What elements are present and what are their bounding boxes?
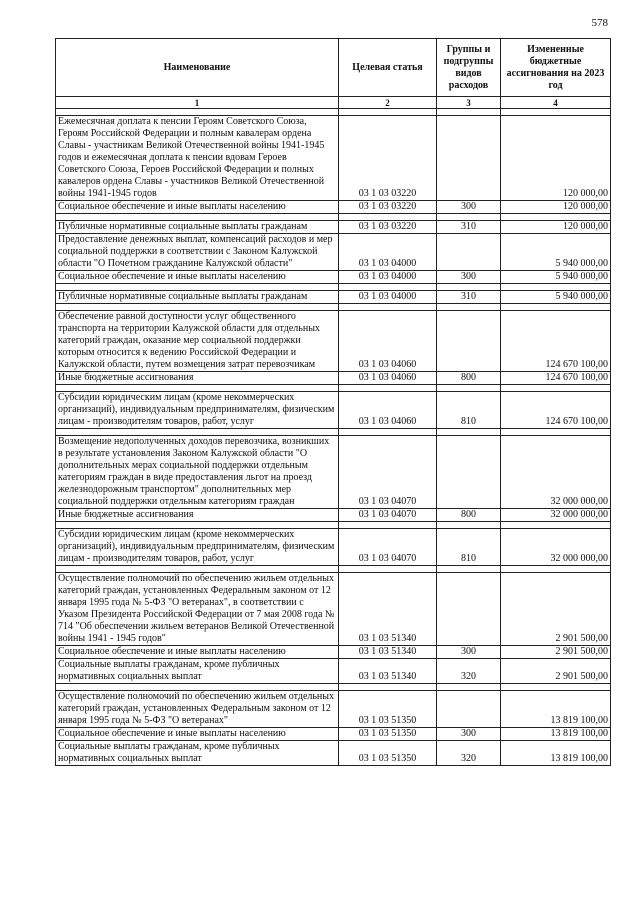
spacer-cell <box>339 429 437 436</box>
row-group-code: 300 <box>437 728 501 741</box>
row-name: Ежемесячная доплата к пенсии Героям Советского Союза, Героям Российской Федерации и полным кавалерам ордена Славы - участникам Великой Отечественной войны 1941-1945 годов и ежемесячная доплата к пенсии вдовам Героев Советского Союза, Героев Российской Федерации и полных кавалеров ордена Славы - участников Великой Отечественной войны 1941-1945 годов <box>56 116 339 201</box>
spacer-cell <box>437 684 501 691</box>
row-amount: 2 901 500,00 <box>501 646 611 659</box>
spacer-row <box>56 385 611 392</box>
row-amount: 120 000,00 <box>501 201 611 214</box>
row-amount: 13 819 100,00 <box>501 728 611 741</box>
spacer-cell <box>339 684 437 691</box>
row-name: Субсидии юридическим лицам (кроме некоммерческих организаций), индивидуальным предпринимателям, физическим лицам - производителям товаров, работ, услуг <box>56 529 339 566</box>
table-row <box>56 291 611 304</box>
spacer-cell <box>437 522 501 529</box>
spacer-cell <box>56 109 339 116</box>
budget-table <box>55 38 611 766</box>
row-target-code: 03 1 03 04070 <box>339 529 437 566</box>
column-number: 3 <box>437 97 501 109</box>
row-amount: 2 901 500,00 <box>501 659 611 684</box>
spacer-cell <box>56 684 339 691</box>
column-number: 4 <box>501 97 611 109</box>
spacer-row <box>56 566 611 573</box>
row-target-code: 03 1 03 03220 <box>339 201 437 214</box>
spacer-cell <box>501 385 611 392</box>
spacer-cell <box>56 429 339 436</box>
spacer-row <box>56 522 611 529</box>
table-body <box>56 109 611 766</box>
row-amount: 124 670 100,00 <box>501 372 611 385</box>
header-row <box>56 39 611 97</box>
spacer-cell <box>437 304 501 311</box>
row-name: Осуществление полномочий по обеспечению жильем отдельных категорий граждан, установленных Федеральным законом от 12 января 1995 года № 5-ФЗ "О ветеранах" <box>56 691 339 728</box>
spacer-cell <box>437 214 501 221</box>
column-number: 1 <box>56 97 339 109</box>
header-name: Наименование <box>56 39 339 97</box>
spacer-cell <box>339 109 437 116</box>
row-target-code: 03 1 03 51340 <box>339 646 437 659</box>
row-amount: 124 670 100,00 <box>501 311 611 372</box>
table-row <box>56 646 611 659</box>
table-row <box>56 392 611 429</box>
row-amount: 13 819 100,00 <box>501 741 611 766</box>
row-name: Возмещение недополученных доходов перевозчика, возникших в результате установления Законом Калужской области "О дополнительных мерах социальной поддержки отдельным категориям граждан в виде предоставления льгот на проезд железнодорожным транспортом" дополнительных мер социальной поддержки отдельным категориям граждан <box>56 436 339 509</box>
row-group-code: 320 <box>437 659 501 684</box>
row-target-code: 03 1 03 51340 <box>339 573 437 646</box>
spacer-cell <box>339 566 437 573</box>
column-number-row <box>56 97 611 109</box>
spacer-cell <box>501 284 611 291</box>
spacer-cell <box>501 109 611 116</box>
row-amount: 13 819 100,00 <box>501 691 611 728</box>
table-row <box>56 728 611 741</box>
spacer-cell <box>437 385 501 392</box>
spacer-cell <box>501 304 611 311</box>
table-row <box>56 116 611 201</box>
spacer-cell <box>501 429 611 436</box>
header-amount: Измененные бюджетные ассигнования на 2023 год <box>501 39 611 97</box>
table-row <box>56 372 611 385</box>
row-amount: 120 000,00 <box>501 221 611 234</box>
row-target-code: 03 1 03 04060 <box>339 392 437 429</box>
spacer-cell <box>501 684 611 691</box>
column-number: 2 <box>339 97 437 109</box>
row-group-code: 300 <box>437 271 501 284</box>
table-row <box>56 201 611 214</box>
spacer-cell <box>56 522 339 529</box>
table-row <box>56 691 611 728</box>
spacer-row <box>56 684 611 691</box>
row-group-code <box>437 311 501 372</box>
row-name: Предоставление денежных выплат, компенсаций расходов и мер социальной поддержки в соответствии с Законом Калужской области "О Почетном гражданине Калужской области" <box>56 234 339 271</box>
row-name: Иные бюджетные ассигнования <box>56 509 339 522</box>
table-row <box>56 529 611 566</box>
spacer-cell <box>437 284 501 291</box>
spacer-cell <box>56 304 339 311</box>
spacer-cell <box>437 429 501 436</box>
row-target-code: 03 1 03 04000 <box>339 291 437 304</box>
row-group-code <box>437 116 501 201</box>
spacer-cell <box>339 522 437 529</box>
row-group-code: 300 <box>437 646 501 659</box>
spacer-cell <box>339 284 437 291</box>
spacer-cell <box>56 566 339 573</box>
row-target-code: 03 1 03 51350 <box>339 691 437 728</box>
row-name: Публичные нормативные социальные выплаты гражданам <box>56 221 339 234</box>
row-name: Осуществление полномочий по обеспечению жильем отдельных категорий граждан, установленных Федеральным законом от 12 января 1995 года № 5-ФЗ "О ветеранах", в соответствии с Указом Президента Российской Федерации от 7 мая 2008 года № 714 "Об обеспечении жильем ветеранов Великой Отечественной войны 1941 - 1945 годов" <box>56 573 339 646</box>
row-target-code: 03 1 03 03220 <box>339 221 437 234</box>
row-amount: 124 670 100,00 <box>501 392 611 429</box>
row-target-code: 03 1 03 04000 <box>339 271 437 284</box>
row-amount: 5 940 000,00 <box>501 271 611 284</box>
row-amount: 32 000 000,00 <box>501 509 611 522</box>
row-group-code: 800 <box>437 509 501 522</box>
row-group-code <box>437 691 501 728</box>
table-row <box>56 221 611 234</box>
row-target-code: 03 1 03 51350 <box>339 728 437 741</box>
spacer-cell <box>501 522 611 529</box>
table-row <box>56 436 611 509</box>
row-target-code: 03 1 03 04070 <box>339 509 437 522</box>
row-group-code: 300 <box>437 201 501 214</box>
row-group-code <box>437 573 501 646</box>
row-target-code: 03 1 03 04060 <box>339 311 437 372</box>
row-name: Иные бюджетные ассигнования <box>56 372 339 385</box>
row-name: Социальные выплаты гражданам, кроме публичных нормативных социальных выплат <box>56 659 339 684</box>
table-row <box>56 509 611 522</box>
row-amount: 5 940 000,00 <box>501 291 611 304</box>
row-amount: 2 901 500,00 <box>501 573 611 646</box>
spacer-cell <box>339 385 437 392</box>
table-row <box>56 659 611 684</box>
spacer-cell <box>339 304 437 311</box>
row-amount: 32 000 000,00 <box>501 529 611 566</box>
row-name: Социальные выплаты гражданам, кроме публичных нормативных социальных выплат <box>56 741 339 766</box>
row-target-code: 03 1 03 51340 <box>339 659 437 684</box>
row-group-code: 810 <box>437 392 501 429</box>
spacer-row <box>56 214 611 221</box>
spacer-cell <box>56 284 339 291</box>
spacer-cell <box>501 566 611 573</box>
row-target-code: 03 1 03 03220 <box>339 116 437 201</box>
spacer-cell <box>339 214 437 221</box>
row-target-code: 03 1 03 51350 <box>339 741 437 766</box>
spacer-cell <box>501 214 611 221</box>
spacer-cell <box>437 109 501 116</box>
row-group-code: 810 <box>437 529 501 566</box>
spacer-row <box>56 304 611 311</box>
row-group-code: 310 <box>437 291 501 304</box>
row-name: Социальное обеспечение и иные выплаты населению <box>56 728 339 741</box>
row-name: Социальное обеспечение и иные выплаты населению <box>56 271 339 284</box>
header-target: Целевая статья <box>339 39 437 97</box>
row-amount: 32 000 000,00 <box>501 436 611 509</box>
spacer-cell <box>56 214 339 221</box>
row-amount: 120 000,00 <box>501 116 611 201</box>
spacer-row <box>56 284 611 291</box>
header-group: Группы и подгруппы видов расходов <box>437 39 501 97</box>
row-target-code: 03 1 03 04070 <box>339 436 437 509</box>
table-row <box>56 234 611 271</box>
row-group-code: 320 <box>437 741 501 766</box>
row-name: Публичные нормативные социальные выплаты гражданам <box>56 291 339 304</box>
spacer-cell <box>437 566 501 573</box>
row-group-code <box>437 436 501 509</box>
row-name: Обеспечение равной доступности услуг общественного транспорта на территории Калужской области для отдельных категорий граждан, оказание мер социальной поддержки которым относится к ведению Российской Федерации и Калужской области, путем возмещения затрат перевозчикам <box>56 311 339 372</box>
row-name: Социальное обеспечение и иные выплаты населению <box>56 646 339 659</box>
table-row <box>56 741 611 766</box>
table-row <box>56 271 611 284</box>
row-group-code <box>437 234 501 271</box>
row-target-code: 03 1 03 04060 <box>339 372 437 385</box>
spacer-cell <box>56 385 339 392</box>
spacer-row <box>56 429 611 436</box>
row-group-code: 800 <box>437 372 501 385</box>
row-name: Субсидии юридическим лицам (кроме некоммерческих организаций), индивидуальным предпринимателям, физическим лицам - производителям товаров, работ, услуг <box>56 392 339 429</box>
row-name: Социальное обеспечение и иные выплаты населению <box>56 201 339 214</box>
table-row <box>56 311 611 372</box>
row-target-code: 03 1 03 04000 <box>339 234 437 271</box>
page-number: 578 <box>591 17 608 29</box>
row-group-code: 310 <box>437 221 501 234</box>
spacer-row <box>56 109 611 116</box>
row-amount: 5 940 000,00 <box>501 234 611 271</box>
table-row <box>56 573 611 646</box>
